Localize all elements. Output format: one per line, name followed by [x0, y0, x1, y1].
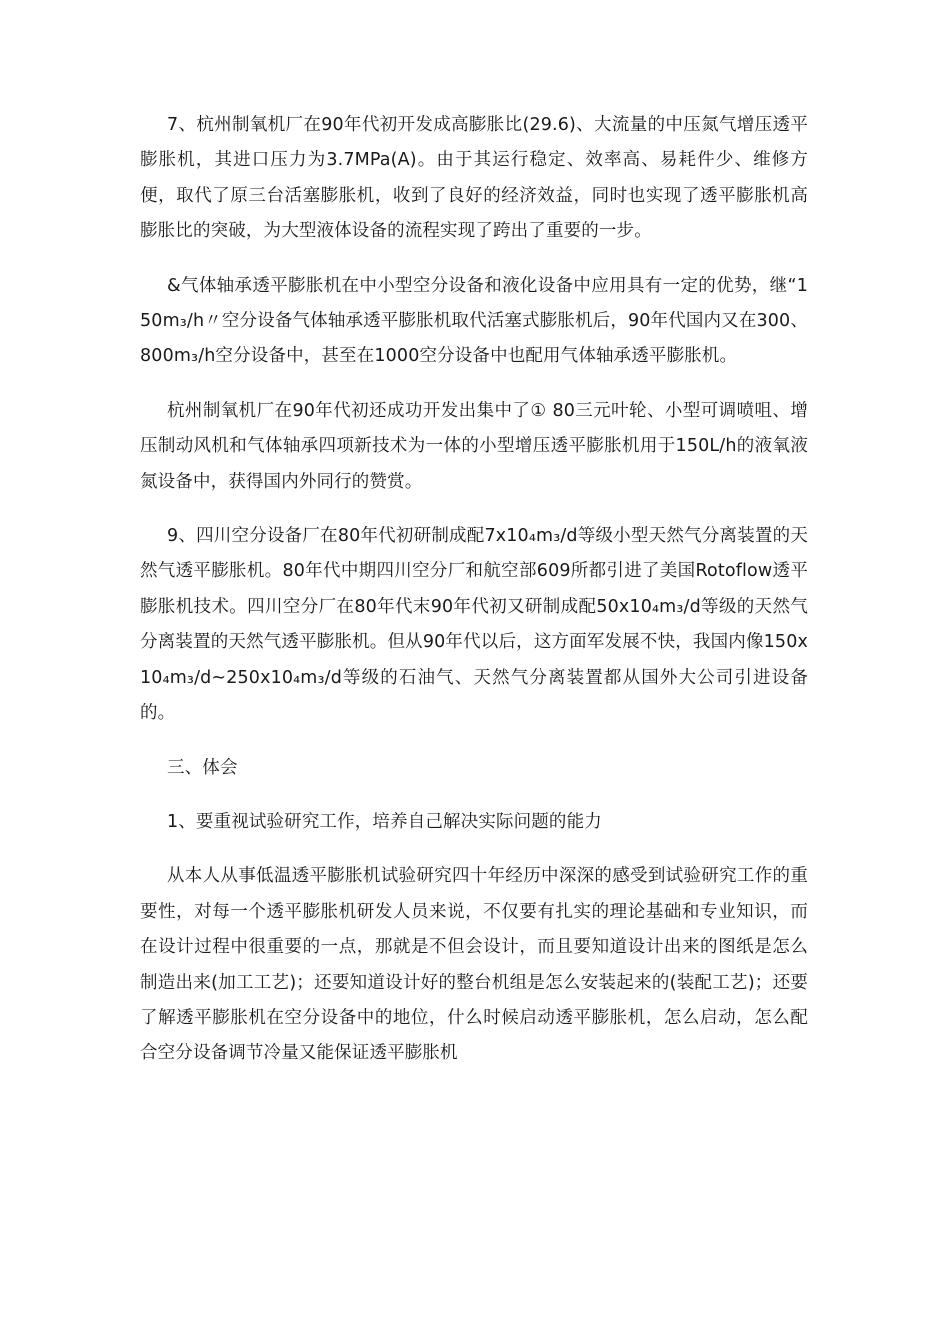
- paragraph-hangzhou-nitrogen-expander: 7、杭州制氧机厂在90年代初开发成高膨胀比(29.6)、大流量的中压氮气增压透平膨胀机，其进口压力为3.7MPa(A)。由于其运行稳定、效率高、易耗件少、维修方便，取代了原三台活塞膨胀机，收到了良好的经济效益，同时也实现了透平膨胀机高膨胀比的突破，为大型液体设备的流程实现了跨出了重要的一步。: [140, 115, 808, 242]
- paragraph-small-booster-expander: 杭州制氧机厂在90年代初还成功开发出集中了① 80三元叶轮、小型可调喷咀、增压制动风机和气体轴承四项新技术为一体的小型增压透平膨胀机用于150L/h的液氧液氮设备中，获得国内外同行的赞赏。: [140, 400, 808, 492]
- section-heading: 三、体会: [167, 757, 238, 778]
- document-page: [140, 108, 808, 1091]
- paragraph-sichuan-natural-gas-expander: 9、四川空分设备厂在80年代初研制成配7x10₄m₃/d等级小型天然气分离装置的天然气透平膨胀机。80年代中期四川空分厂和航空部609所都引进了美国Rotoflow透平膨胀机技术。四川空分厂在80年代末90年代初又研制成配50x10₄m₃/d等级的天然气分离装置的天然气透平膨胀机。但从90年代以后，这方面军发展不快，我国内像150x10₄m₃/d~250x10₄m₃/d等级的石油气、天然气分离装置都从国外大公司引进设备的。: [140, 526, 808, 724]
- paragraph-gas-bearing-expander: &气体轴承透平膨胀机在中小型空分设备和液化设备中应用具有一定的优势，继“150m₃/h〃空分设备气体轴承透平膨胀机取代活塞式膨胀机后，90年代国内又在300、800m₃/h空分设备中，甚至在1000空分设备中也配用气体轴承透平膨胀机。: [140, 275, 808, 367]
- subheading: 1、要重视试验研究工作，培养自己解决实际问题的能力: [167, 811, 602, 832]
- paragraph-experience: 从本人从事低温透平膨胀机试验研究四十年经历中深深的感受到试验研究工作的重要性，对每一个透平膨胀机研发人员来说，不仅要有扎实的理论基础和专业知识，而在设计过程中很重要的一点，那就是不但会设计，而且要知道设计出来的图纸是怎么制造出来(加工工艺)；还要知道设计好的整台机组是怎么安装起来的(装配工艺)；还要了解透平膨胀机在空分设备中的地位，什么时候启动透平膨胀机，怎么启动，怎么配合空分设备调节冷量又能保证透平膨胀机: [140, 866, 808, 1064]
